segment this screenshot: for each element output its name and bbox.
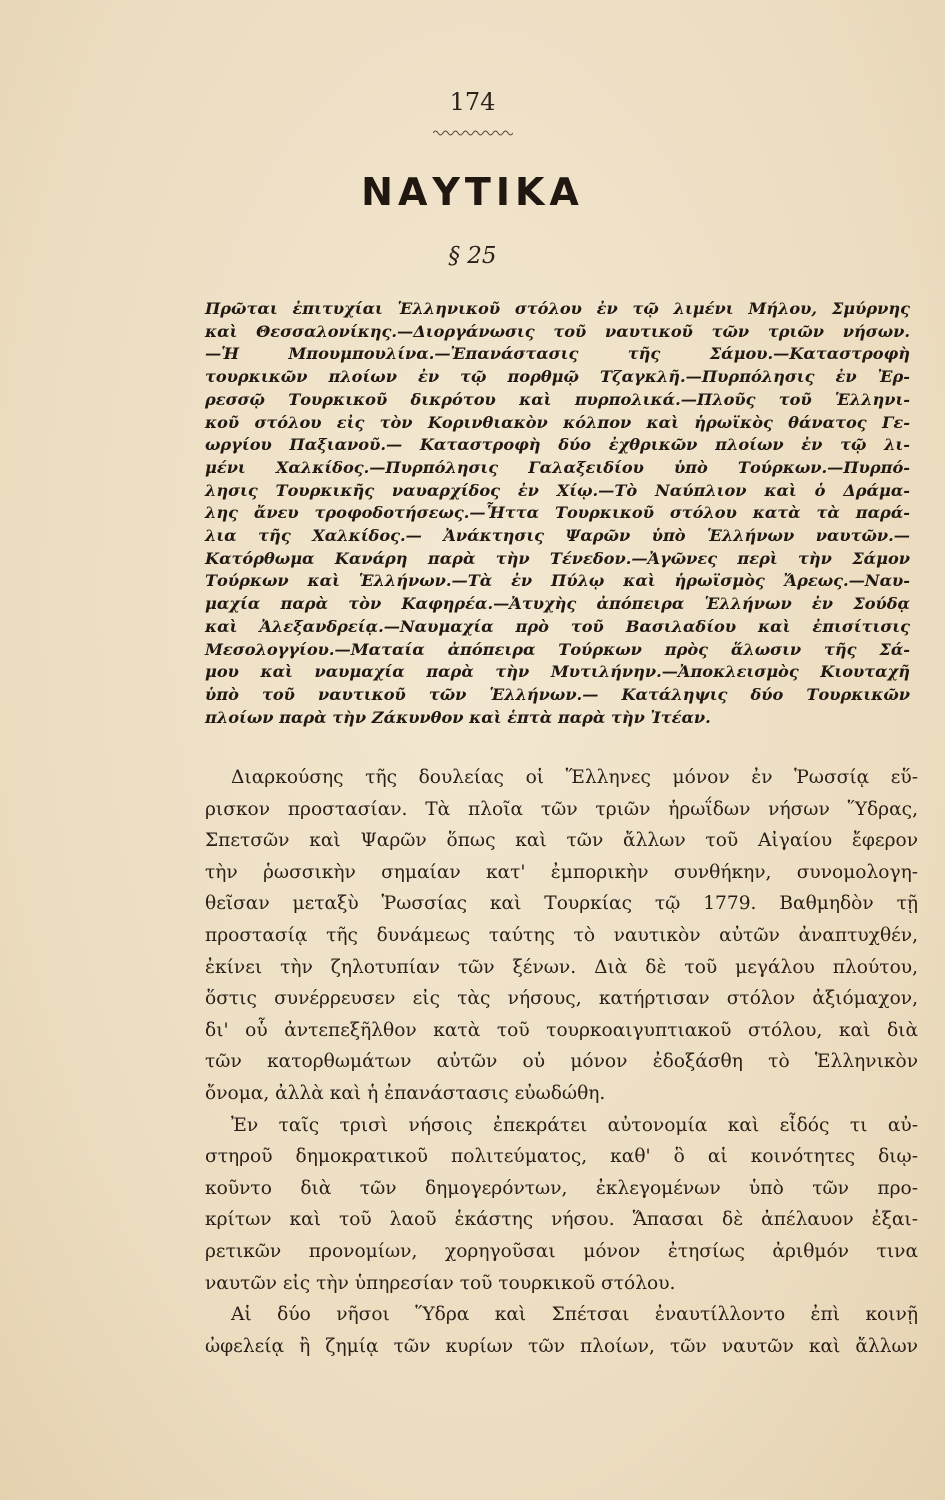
paragraph bbox=[205, 762, 918, 1110]
text-line: ρετικῶν προνομίων, χορηγοῦσαι μόνον ἐτησίως ἀριθμόν τινα bbox=[205, 1240, 918, 1262]
text-line: τὴν ῥωσσικὴν σημαίαν κατ' ἐμπορικὴν συνθήκην, συνομολογη- bbox=[205, 861, 918, 883]
summary-line: ωργίου Παξιανοῦ.— Καταστροφὴ δύο ἐχθρικῶν πλοίων ἐν τῷ λι- bbox=[205, 435, 910, 455]
summary-line: μένι Χαλκίδος.—Πυρπόλησις Γαλαξειδίου ὑπὸ Τούρκων.—Πυρπό- bbox=[205, 457, 910, 477]
summary-line: Πρῶται ἐπιτυχίαι Ἑλληνικοῦ στόλου ἐν τῷ λιμένι Μήλου, Σμύρνης bbox=[205, 299, 910, 318]
wavy-line-icon bbox=[433, 129, 513, 137]
text-line: τῶν κατορθωμάτων αὐτῶν οὐ μόνον ἐδοξάσθη τὸ Ἑλληνικὸν bbox=[205, 1051, 918, 1073]
summary-line: Τούρκων καὶ Ἑλλήνων.—Τὰ ἐν Πύλῳ καὶ ἡρωϊσμὸς Ἄρεως.—Ναυ- bbox=[205, 571, 910, 591]
summary-line: καὶ Θεσσαλονίκης.—Διοργάνωσις τοῦ ναυτικοῦ τῶν τριῶν νήσων. bbox=[205, 321, 910, 341]
text-line: ὅστις συνέρρευσεν εἰς τὰς νήσους, κατήρτισαν στόλον ἀξιόμαχον, bbox=[205, 988, 918, 1010]
summary-line: Μεσολογγίου.—Ματαία ἀπόπειρα Τούρκων πρὸς ἅλωσιν τῆς Σά- bbox=[205, 639, 910, 659]
summary-line: μαχία παρὰ τὸν Καφηρέα.—Ἀτυχὴς ἀπόπειρα Ἑλλήνων ἐν Σούδᾳ bbox=[205, 594, 910, 614]
summary-line: ρεσσῷ Τουρκικοῦ δικρότου καὶ πυρπολικά.—Πλοῦς τοῦ Ἑλληνι- bbox=[205, 389, 910, 409]
text-line: Διαρκούσης τῆς δουλείας οἱ Ἕλληνες μόνον ἐν Ῥωσσίᾳ εὕ- bbox=[231, 767, 918, 788]
text-line: ρισκον προστασίαν. Τὰ πλοῖα τῶν τριῶν ἡρωΐδων νήσων Ὕδρας, bbox=[205, 798, 918, 820]
summary-line: λια τῆς Χαλκίδος.— Ἀνάκτησις Ψαρῶν ὑπὸ Ἑλλήνων ναυτῶν.— bbox=[205, 526, 910, 546]
summary-line: τουρκικῶν πλοίων ἐν τῷ πορθμῷ Τζαγκλῆ.—Πυρπόλησις ἐν Ἐρ- bbox=[205, 367, 910, 387]
summary-line: πλοίων παρὰ τὴν Ζάκυνθον καὶ ἑπτὰ παρὰ τὴν Ἰτέαν. bbox=[205, 707, 711, 727]
summary-line: ὑπὸ τοῦ ναυτικοῦ τῶν Ἑλλήνων.— Κατάληψις δύο Τουρκικῶν bbox=[205, 684, 910, 704]
summary-line: λης ἄνευ τροφοδοτήσεως.—Ἧττα Τουρκικοῦ στόλου κατὰ τὰ παρά- bbox=[205, 503, 910, 523]
paragraph bbox=[205, 1110, 918, 1300]
summary-line: Κατόρθωμα Κανάρη παρὰ τὴν Τένεδον.—Ἀγῶνες περὶ τὴν Σάμον bbox=[205, 548, 910, 568]
summary-line: κοῦ στόλου εἰς τὸν Κορινθιακὸν κόλπον καὶ ἡρωϊκὸς θάνατος Γε- bbox=[205, 412, 910, 432]
summary-line: καὶ Ἀλεξανδρείᾳ.—Ναυμαχία πρὸ τοῦ Βασιλαδίου καὶ ἐπισίτισις bbox=[205, 616, 910, 636]
summary-line: μου καὶ ναυμαχία παρὰ τὴν Μυτιλήνην.—Ἀποκλεισμὸς Κιουταχῆ bbox=[205, 662, 910, 682]
chapter-summary bbox=[205, 298, 910, 729]
summary-line: λησις Τουρκικῆς ναυαρχίδος ἐν Χίῳ.—Τὸ Ναύπλιον καὶ ὁ Δράμα- bbox=[205, 480, 910, 500]
text-line: κοῦντο διὰ τῶν δημογερόντων, ἐκλεγομένων ὑπὸ τῶν προ- bbox=[205, 1177, 918, 1199]
wavy-ornament-icon bbox=[0, 124, 945, 142]
summary-line: —Ἡ Μπουμπουλίνα.—Ἐπανάστασις τῆς Σάμου.—Καταστροφὴ bbox=[205, 344, 910, 364]
paragraph bbox=[205, 1299, 918, 1362]
text-line: ἐκίνει τὴν ζηλοτυπίαν τῶν ξένων. Διὰ δὲ τοῦ μεγάλου πλούτου, bbox=[205, 956, 918, 978]
page-number: 174 bbox=[449, 88, 496, 116]
text-line: στηροῦ δημοκρατικοῦ πολιτεύματος, καθ' ὃ αἱ κοινότητες διῳ- bbox=[205, 1146, 918, 1168]
text-line: Σπετσῶν καὶ Ψαρῶν ὅπως καὶ τῶν ἄλλων τοῦ Αἰγαίου ἔφερον bbox=[205, 830, 918, 852]
text-line: Αἱ δύο νῆσοι Ὕδρα καὶ Σπέτσαι ἐναυτίλλοντο ἐπὶ κοινῇ bbox=[231, 1304, 918, 1326]
text-line: ὠφελείᾳ ἢ ζημίᾳ τῶν κυρίων τῶν πλοίων, τῶν ναυτῶν καὶ ἄλλων bbox=[205, 1335, 918, 1357]
text-line: δι' οὗ ἀντεπεξῆλθον κατὰ τοῦ τουρκοαιγυπτιακοῦ στόλου, καὶ διὰ bbox=[205, 1019, 918, 1041]
text-line: προστασίᾳ τῆς δυνάμεως ταύτης τὸ ναυτικὸν αὐτῶν ἀναπτυχθέν, bbox=[205, 924, 918, 946]
text-line: ναυτῶν εἰς τὴν ὑπηρεσίαν τοῦ τουρκικοῦ στόλου. bbox=[205, 1272, 676, 1294]
body-text bbox=[205, 762, 918, 1362]
section-number: § 25 bbox=[448, 243, 497, 269]
text-line: ὄνομα, ἀλλὰ καὶ ἡ ἐπανάστασις εὐωδώθη. bbox=[205, 1082, 606, 1104]
text-line: Ἐν ταῖς τρισὶ νήσοις ἐπεκράτει αὐτονομία καὶ εἶδός τι αὐ- bbox=[231, 1114, 918, 1136]
text-line: κρίτων καὶ τοῦ λαοῦ ἑκάστης νήσου. Ἅπασαι δὲ ἀπέλαυον ἐξαι- bbox=[205, 1209, 918, 1231]
chapter-title: ΝΑΥΤΙΚΑ bbox=[361, 170, 584, 214]
text-line: θεῖσαν μεταξὺ Ῥωσσίας καὶ Τουρκίας τῷ 1779. Βαθμηδὸν τῇ bbox=[205, 893, 918, 915]
